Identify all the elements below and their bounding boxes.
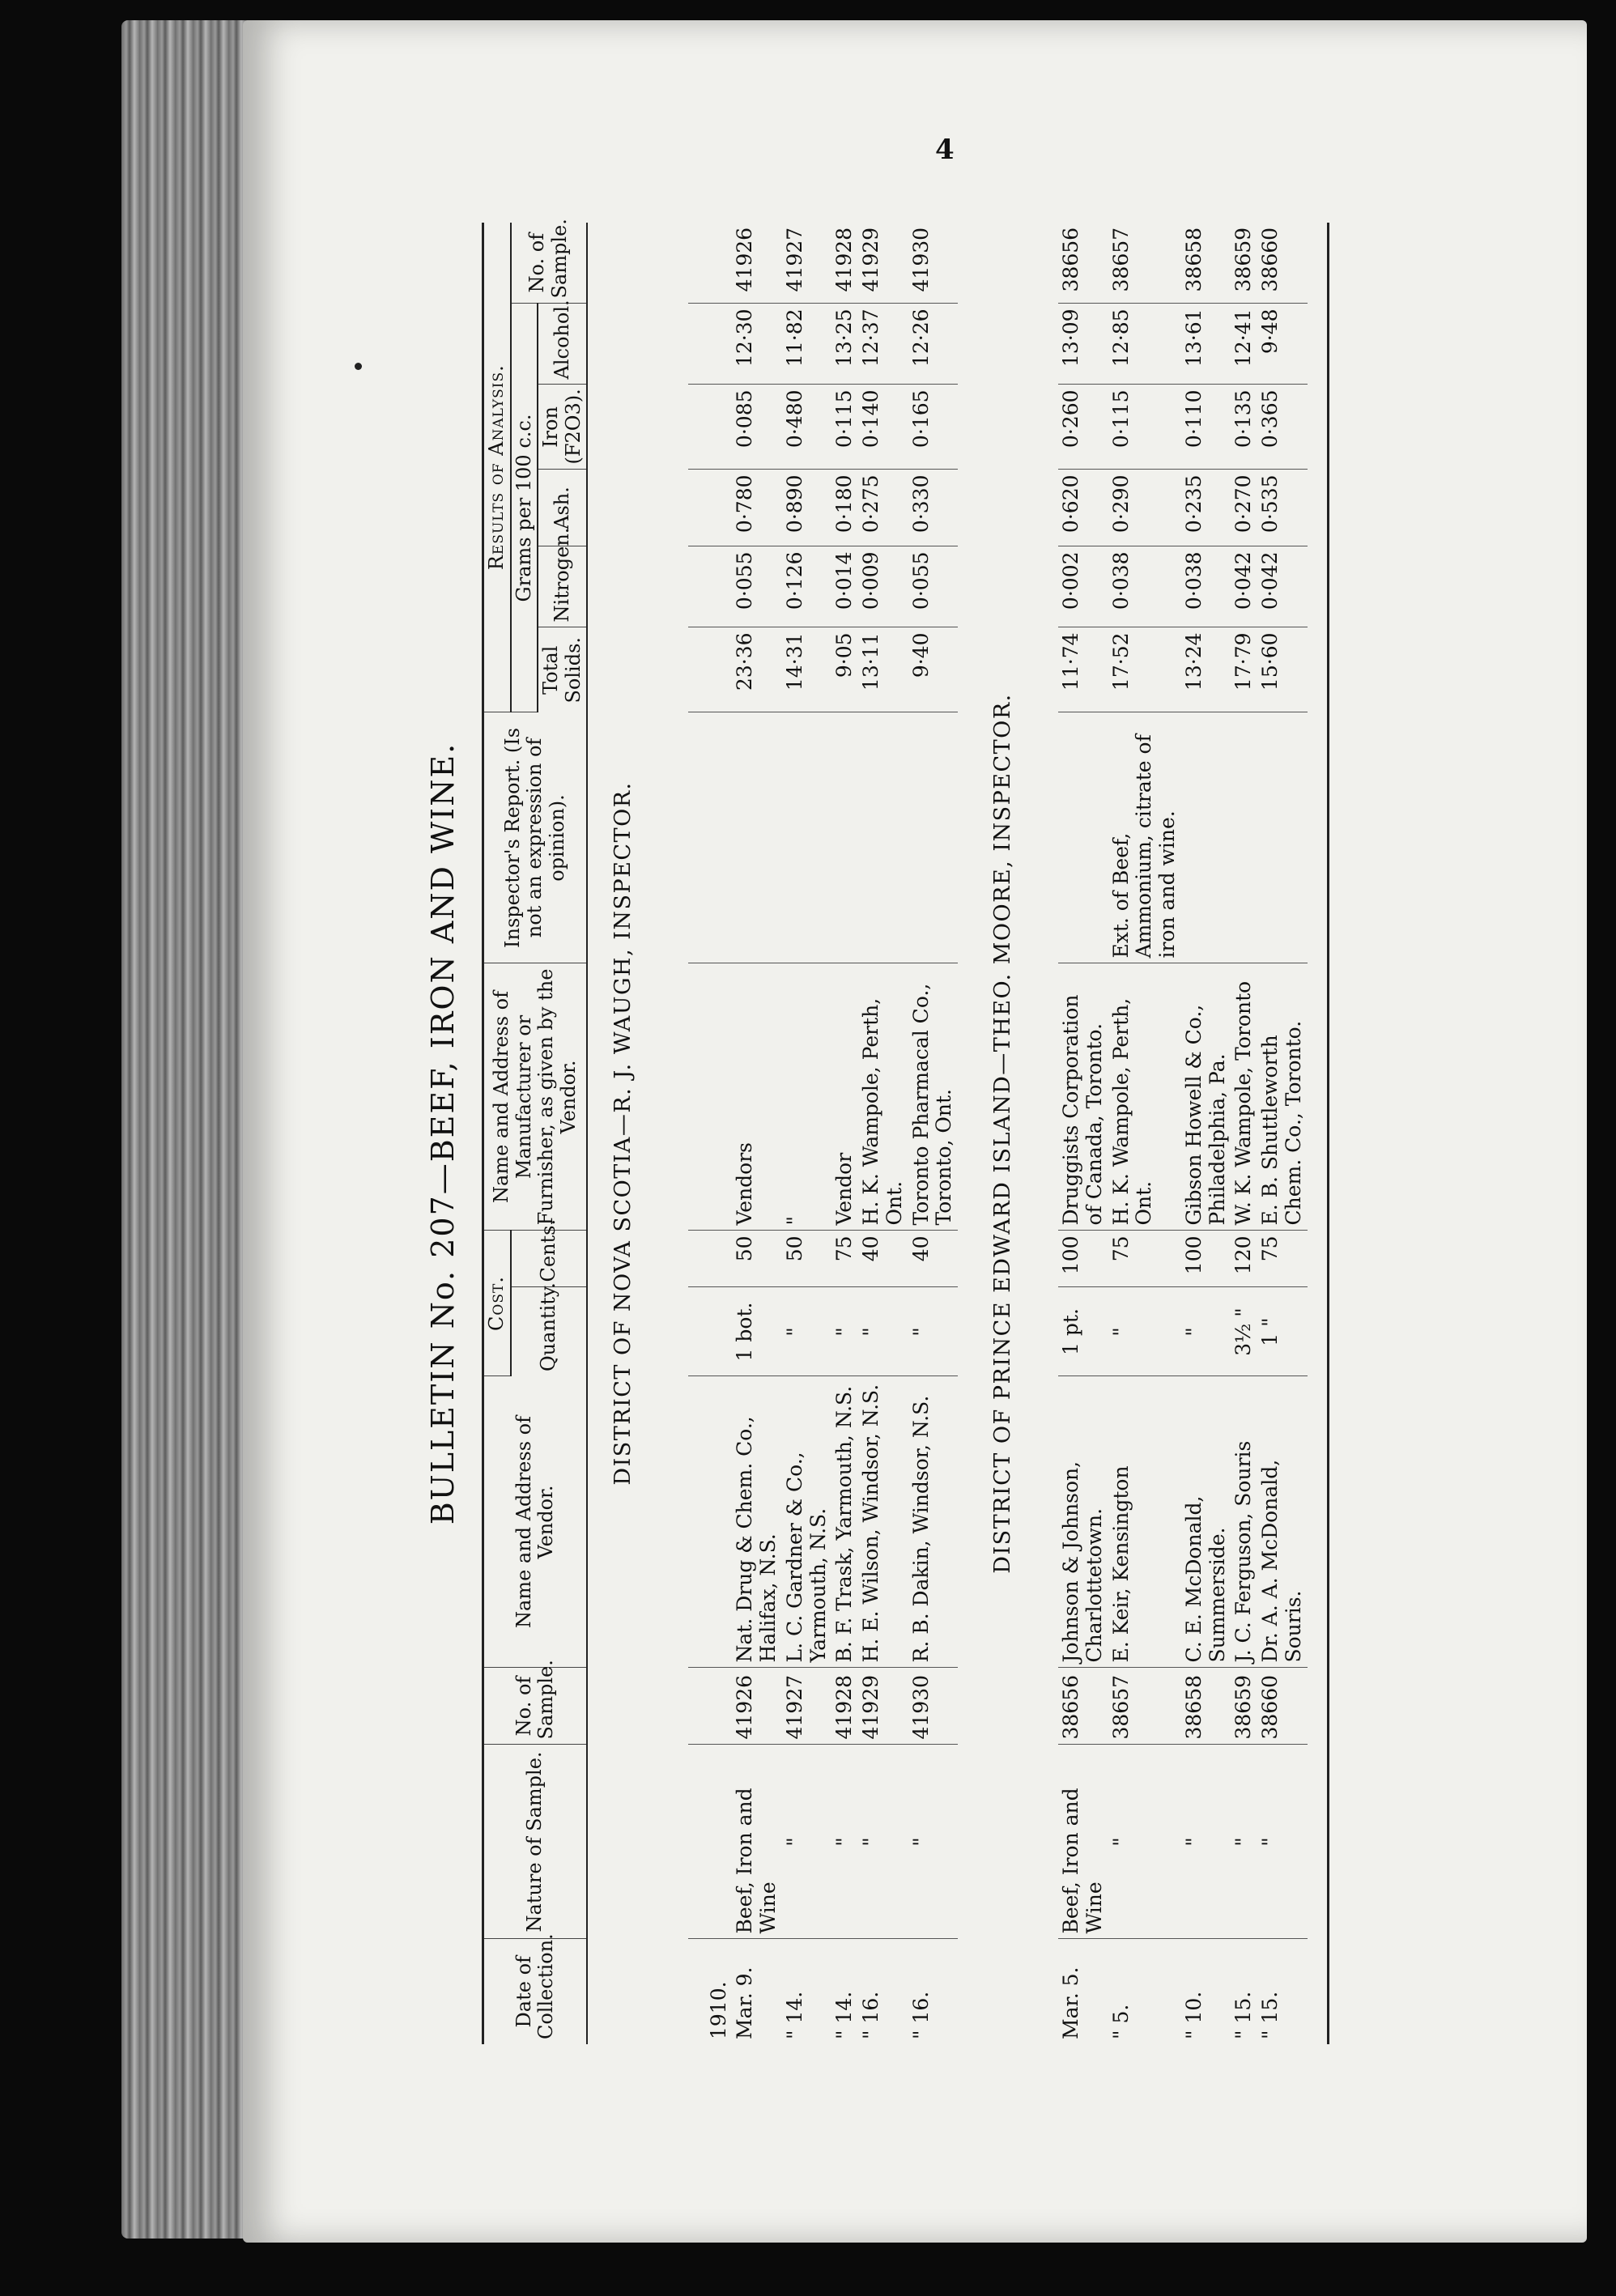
table-row: Mar. 9. Beef, Iron and Wine 41926 Nat. Drug & Chem. Co., Halifax, N.S. 1 bot. 50 Vendors 23·36 0·055 0·780 0·085 12·30 41926 (732, 223, 782, 2044)
header-sample-no: No. of Sample. (483, 1668, 588, 1745)
header-grams: Grams per 100 c.c. (511, 304, 538, 712)
nova-scotia-rows (587, 223, 958, 2044)
header-total-solids: Total Solids. (538, 627, 587, 712)
bulletin-title: BULLETIN No. 207—BEEF, IRON AND WINE. (425, 742, 461, 1525)
pei-rows (958, 223, 1328, 2044)
table-row: " 5. " 38657 E. Keir, Kensington " 75 H. K. Wampole, Perth, Ont. Ext. of Beef, Ammonium, citrate of iron and wine. 17·52 0·038 0·290 0·115 12·85 38657 (1108, 223, 1181, 2044)
district-title: DISTRICT OF PRINCE EDWARD ISLAND—THEO. MOORE, INSPECTOR. (990, 693, 1016, 1574)
table-row: " 16. " 41929 H. E. Wilson, Windsor, N.S. " 40 H. K. Wampole, Perth, Ont. 13·11 0·009 0·275 0·140 12·37 41929 (858, 223, 908, 2044)
table-row: " 14. " 41928 B. F. Trask, Yarmouth, N.S. " 75 Vendor 9·05 0·014 0·180 0·115 13·25 41928 (831, 223, 858, 2044)
header-date: Date of Collection. (483, 1939, 588, 2044)
header-nitrogen: Nitrogen. (538, 546, 587, 627)
header-ash: Ash. (538, 470, 587, 546)
header-cost: Cost. (483, 1231, 511, 1376)
header-vendor: Name and Address of Vendor. (483, 1376, 588, 1668)
header-sample-no-right: No. of Sample. (511, 223, 588, 304)
header-alcohol: Alcohol. (538, 304, 587, 385)
table-row: " 15. " 38660 Dr. A. A. McDonald, Souris. 1 " 75 E. B. Shuttleworth Chem. Co., Toronto. 15·60 0·042 0·535 0·365 9·48 38660 (1257, 223, 1308, 2044)
analysis-table (482, 219, 1329, 2044)
header-iron: Iron (F2O3). (538, 385, 587, 470)
header-cents: Cents. (511, 1231, 588, 1287)
table-row: " 15. " 38659 J. C. Ferguson, Souris 3½ " 120 W. K. Wampole, Toronto 17·79 0·042 0·270 0·135 12·41 38659 (1231, 223, 1257, 2044)
header-nature: Nature of Sample. (483, 1745, 588, 1939)
table-row: " 16. " 41930 R. B. Dakin, Windsor, N.S. " 40 Toronto Pharmacal Co., Toronto, Ont. 9·40 0·055 0·330 0·165 12·26 41930 (908, 223, 959, 2044)
header-results: Results of Analysis. (483, 223, 511, 712)
table-row: " 10. " 38658 C. E. McDonald, Summerside. " 100 Gibson Howell & Co., Philadelphia, Pa. 13·24 0·038 0·235 0·110 13·61 38658 (1181, 223, 1231, 2044)
rotated-content (425, 206, 1518, 2060)
header-report: Inspector's Report. (Is not an expression of opinion). (483, 712, 588, 963)
ink-dot (355, 363, 362, 370)
table-row: Mar. 5. Beef, Iron and Wine 38656 Johnson & Johnson, Charlottetown. 1 pt. 100 Druggists Corporation of Canada, Toronto. 11·74 0·002 0·620 0·260 13·09 38656 (1058, 223, 1108, 2044)
year-label: 1910. (706, 1981, 730, 2039)
header-manufacturer: Name and Address of Manufacturer or Furnisher, as given by the Vendor. (483, 963, 588, 1231)
page-number: 4 (935, 134, 955, 166)
header-quantity: Quantity. (511, 1287, 588, 1376)
table-row: " 14. " 41927 L. C. Gardner & Co., Yarmouth, N.S. " 50 " 14·31 0·126 0·890 0·480 11·82 41927 (782, 223, 832, 2044)
district-title: DISTRICT OF NOVA SCOTIA—R. J. WAUGH, INSPECTOR. (610, 781, 636, 1486)
